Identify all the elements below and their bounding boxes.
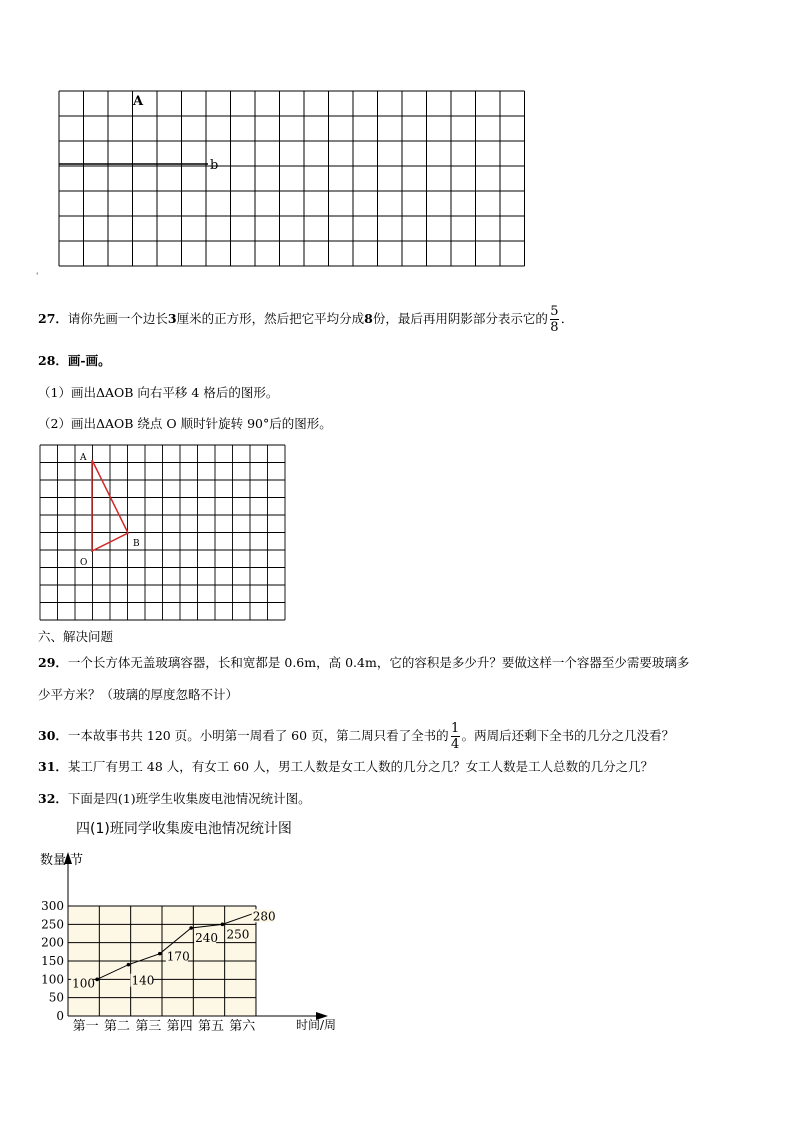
- y-axis-label: 数量 节: [40, 853, 84, 868]
- y-tick-label: 150: [41, 954, 64, 968]
- y-tick-label: 0: [56, 1009, 64, 1023]
- grid-lines: [40, 445, 285, 620]
- x-tick-label: 第五: [197, 1019, 224, 1034]
- x-tick-label: 第三: [135, 1019, 162, 1034]
- y-tick-label: 100: [41, 972, 64, 987]
- y-tick-label: 50: [48, 990, 64, 1005]
- question-28-sub2: （2）画出ΔAOB 绕点 O 顺时针旋转 90°后的图形。: [38, 416, 332, 431]
- fraction-5-8: $\frac{5}{8}$: [550, 304, 559, 335]
- question-30: 30．一本故事书共 120 页。小明第一周看了 60 页，第二周只看了全书的 $\frac{1}{4}$ 。两周后还剩下全书的几分之几没看？: [38, 721, 675, 752]
- data-label: 240: [195, 931, 219, 945]
- data-point: [158, 952, 162, 956]
- data-label: 140: [131, 973, 155, 988]
- data-point: [127, 963, 131, 967]
- question-28-sub1: （1）画出ΔAOB 向右平移 4 格后的图形。: [38, 385, 279, 400]
- label-b: B: [133, 539, 140, 549]
- x-axis-label: 时间/周: [296, 1018, 337, 1032]
- data-label: 250: [226, 927, 250, 942]
- data-point: [189, 926, 193, 930]
- x-tick-label: 第一: [72, 1019, 99, 1034]
- section-title: 六、解决问题: [38, 629, 114, 644]
- question-32: 32．下面是四(1)班学生收集废电池情况统计图。: [38, 791, 311, 806]
- y-tick-label: 250: [41, 917, 64, 932]
- x-tick-label: 第六: [229, 1019, 256, 1034]
- label-o: O: [80, 558, 88, 568]
- data-point: [95, 978, 99, 982]
- data-point: [221, 923, 225, 927]
- label-a: A: [133, 94, 144, 109]
- grid-lines: [59, 91, 525, 266]
- x-tick-label: 第四: [166, 1019, 193, 1034]
- x-tick-labels: [73, 1019, 257, 1034]
- grid-figure-2: [38, 443, 290, 623]
- label-a: A: [80, 453, 87, 463]
- y-tick-label: 300: [41, 899, 64, 913]
- question-29-line1: 29．一个长方体无盖玻璃容器，长和宽都是 0.6m，高 0.4m，它的容积是多少升？要做这样一个容器至少需要玻璃多: [38, 655, 690, 670]
- label-b: b: [210, 158, 219, 173]
- question-31: 31．某工厂有男工 48 人，有女工 60 人，男工人数是女工人数的几分之几？女工人数是工人总数的几分之几？: [38, 759, 654, 774]
- chart-title: 四(1)班同学收集废电池情况统计图: [76, 821, 292, 837]
- data-label: 170: [166, 949, 190, 964]
- question-27: 27．请你先画一个边长3厘米的正方形，然后把它平均分成8份，最后再用阴影部分表示它的 $\frac{5}{8}$ ．: [38, 304, 574, 335]
- x-tick-label: 第二: [103, 1019, 131, 1034]
- y-tick-labels: [41, 899, 64, 1023]
- y-tick-label: 200: [41, 935, 64, 950]
- grid-figure-1: [56, 88, 526, 270]
- data-label: 100: [72, 976, 96, 991]
- question-29-line2: 少平方米？（玻璃的厚度忽略不计）: [38, 687, 239, 702]
- line-chart: [30, 846, 370, 1041]
- data-label: 280: [252, 909, 276, 924]
- question-28-title: 28．画-画。: [38, 353, 111, 368]
- fraction-1-4: $\frac{1}{4}$: [450, 721, 460, 752]
